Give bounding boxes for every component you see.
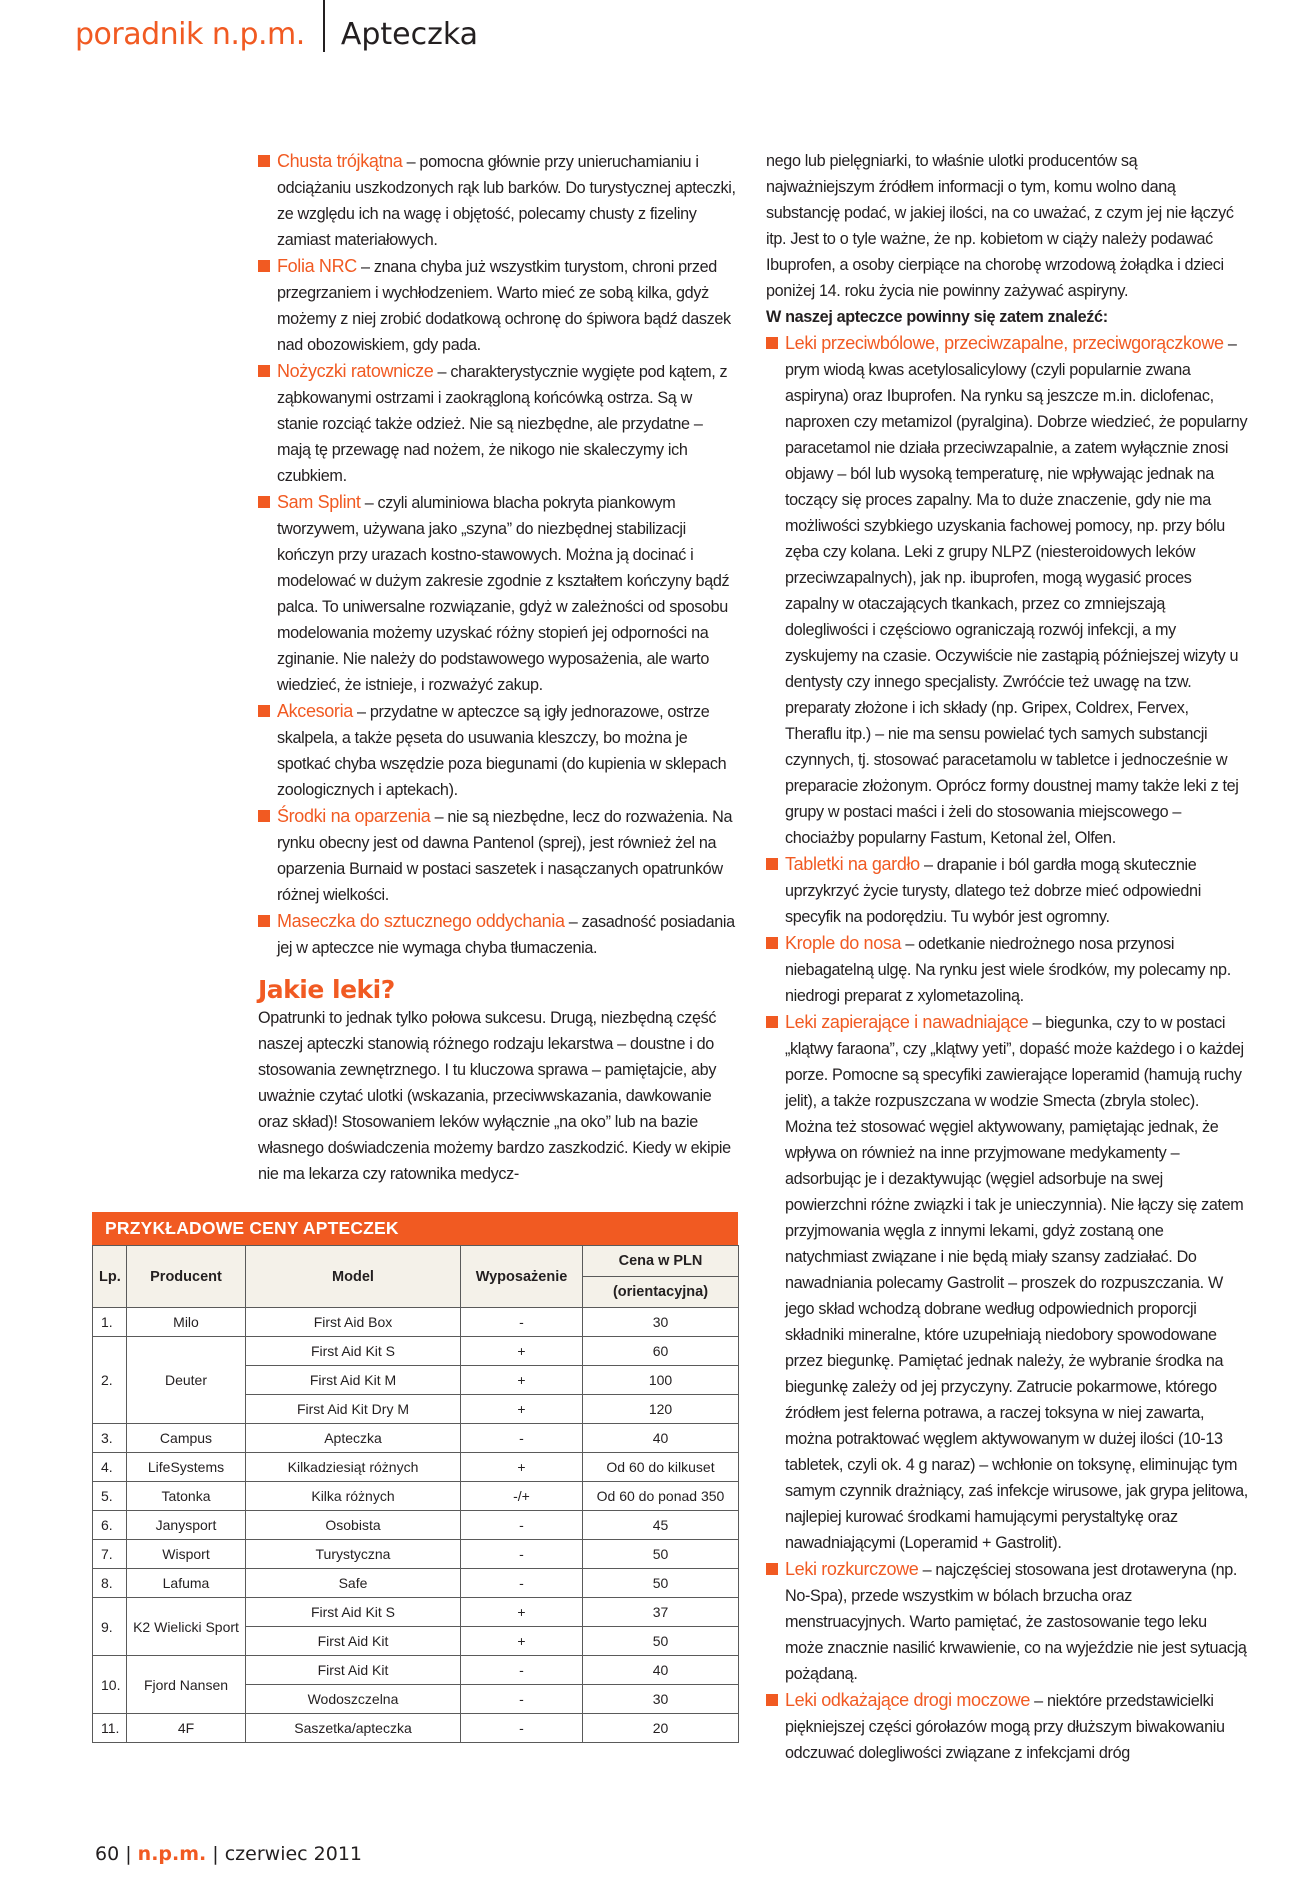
cell-equipment: + xyxy=(461,1366,583,1395)
item-description: – odetkanie niedrożnego nosa przynosi niebagatelną ulgę. Na rynku jest wiele środków, my polecamy np. niedrogi preparat z xylometazoliną. xyxy=(785,935,1231,1005)
square-bullet-icon xyxy=(766,937,778,949)
item-term: Maseczka do sztucznego oddychania xyxy=(277,911,565,931)
header-price: Cena w PLN xyxy=(583,1246,739,1277)
item-description: – przydatne w apteczce są igły jednorazowe, ostrze skalpela, a także pęseta do usuwania kleszczy, bo można je spotkać chyba wszędzie poza biegunami (do kupienia w sklepach zoologicznych i aptekach). xyxy=(277,703,727,799)
square-bullet-icon xyxy=(766,1694,778,1706)
page-footer xyxy=(95,1843,362,1865)
cell-producer: K2 Wielicki Sport xyxy=(127,1598,246,1656)
cell-model: First Aid Kit S xyxy=(246,1337,461,1366)
header-model: Model xyxy=(246,1246,461,1308)
cell-model: First Aid Kit S xyxy=(246,1598,461,1627)
cell-model: Kilka różnych xyxy=(246,1482,461,1511)
section-heading: Jakie leki? xyxy=(258,975,395,1004)
table-row xyxy=(93,1511,739,1540)
item-term: Tabletki na gardło xyxy=(785,854,920,874)
cell-producer: Tatonka xyxy=(127,1482,246,1511)
cell-price: 37 xyxy=(583,1598,739,1627)
item-term: Leki rozkurczowe xyxy=(785,1559,919,1579)
cell-equipment: - xyxy=(461,1656,583,1685)
square-bullet-icon xyxy=(258,810,270,822)
cell-model: Safe xyxy=(246,1569,461,1598)
item-description: – nie są niezbędne, lecz do rozważenia. Na rynku obecny jest od dawna Pantenol (sprej), jest również żel na oparzenia Burnaid w postaci saszetek i nasączanych opatrunków różnej wielkości. xyxy=(277,808,733,904)
square-bullet-icon xyxy=(766,1016,778,1028)
table-row xyxy=(93,1482,739,1511)
cell-equipment: + xyxy=(461,1598,583,1627)
header-producer: Producent xyxy=(127,1246,246,1308)
footer-brand: n.p.m. xyxy=(137,1843,207,1865)
issue-date: czerwiec 2011 xyxy=(224,1843,363,1865)
cell-price: 120 xyxy=(583,1395,739,1424)
cell-lp: 9. xyxy=(93,1598,127,1656)
item-description: – biegunka, czy to w postaci „klątwy faraona”, czy „klątwy yeti”, dopaść może każdego i o każdej porze. Pomocne są specyfiki zawierające loperamid (hamują ruchy jelit), a także rozpuszczana w wodzie Smecta (zbryla stolec). Można też stosować węgiel aktywowany, pamiętając jednak, że wpływa on również na inne przyjmowane medykamenty – adsorbując je i dezaktywując (węgiel adsorbuje na swej powierzchni różne związki i tak je unieczynnia). Nie łączy się zatem przyjmowania węgla z innymi lekami, gdyż zostaną one natychmiast związane i nie będą miały szansy zadziałać. Do nawadniania polecamy Gastrolit – proszek do rozpuszczania. W jego skład wchodzą dobrane według odpowiednich proporcji składniki mineralne, które uzupełniają niedobory spowodowane przez biegunkę. Pamiętać jednak należy, że wybranie środka na biegunkę zależy od jej przyczyny. Zatrucie pokarmowe, którego źródłem jest felerna potrawa, a raczej toksyna w niej zawarta, można potraktować węglem aktywowanym w dużej ilości (10-13 tabletek, czyli ok. 4 g naraz) – wchłonie on toksynę, eliminując tym samym czynnik drażniący, zaś infekcje wirusowe, jak grypa jelitowa, najlepiej kurować środkami hamującymi perystaltykę oraz nawadniającymi (Loperamid + Gastrolit). xyxy=(785,1014,1248,1552)
item-term: Chusta trójkątna xyxy=(277,151,403,171)
page-header xyxy=(75,14,478,54)
item-term: Krople do nosa xyxy=(785,933,902,953)
list-item xyxy=(258,489,736,698)
cell-model: Turystyczna xyxy=(246,1540,461,1569)
item-term: Folia NRC xyxy=(277,256,357,276)
table-row xyxy=(93,1308,739,1337)
table-row xyxy=(93,1540,739,1569)
list-item xyxy=(766,851,1248,930)
list-subheading: W naszej apteczce powinny się zatem znaleźć: xyxy=(766,308,1108,326)
cell-price: 50 xyxy=(583,1569,739,1598)
item-term: Leki odkażające drogi moczowe xyxy=(785,1690,1030,1710)
cell-price: 40 xyxy=(583,1656,739,1685)
cell-price: 40 xyxy=(583,1424,739,1453)
page-title: Apteczka xyxy=(340,16,479,52)
cell-lp: 4. xyxy=(93,1453,127,1482)
square-bullet-icon xyxy=(766,858,778,870)
price-table xyxy=(92,1245,739,1743)
list-item xyxy=(258,908,736,961)
cell-equipment: - xyxy=(461,1308,583,1337)
square-bullet-icon xyxy=(258,915,270,927)
cell-price: 30 xyxy=(583,1685,739,1714)
square-bullet-icon xyxy=(258,155,270,167)
header-lp: Lp. xyxy=(93,1246,127,1308)
list-item xyxy=(258,148,736,253)
item-term: Leki przeciwbólowe, przeciwzapalne, przeciwgorączkowe xyxy=(785,333,1224,353)
left-bullet-list xyxy=(258,148,736,961)
cell-model: Kilkadziesiąt różnych xyxy=(246,1453,461,1482)
item-term: Akcesoria xyxy=(277,701,353,721)
cell-model: First Aid Kit M xyxy=(246,1366,461,1395)
table-row xyxy=(93,1569,739,1598)
table-title: PRZYKŁADOWE CENY APTECZEK xyxy=(92,1212,738,1245)
left-column xyxy=(258,148,736,1187)
cell-equipment: -/+ xyxy=(461,1482,583,1511)
page-number: 60 xyxy=(95,1843,120,1865)
list-item xyxy=(766,930,1248,1009)
cell-model: First Aid Kit xyxy=(246,1656,461,1685)
cell-producer: Janysport xyxy=(127,1511,246,1540)
cell-model: First Aid Kit xyxy=(246,1627,461,1656)
cell-producer: Fjord Nansen xyxy=(127,1656,246,1714)
cell-lp: 10. xyxy=(93,1656,127,1714)
table-row xyxy=(93,1424,739,1453)
table-row xyxy=(93,1337,739,1366)
square-bullet-icon xyxy=(258,365,270,377)
square-bullet-icon xyxy=(766,337,778,349)
cell-lp: 7. xyxy=(93,1540,127,1569)
cell-equipment: - xyxy=(461,1569,583,1598)
cell-price: 30 xyxy=(583,1308,739,1337)
cell-equipment: - xyxy=(461,1511,583,1540)
item-term: Sam Splint xyxy=(277,492,361,512)
cell-lp: 2. xyxy=(93,1337,127,1424)
list-item xyxy=(258,803,736,908)
cell-price: 50 xyxy=(583,1540,739,1569)
table-row xyxy=(93,1598,739,1627)
cell-equipment: - xyxy=(461,1714,583,1743)
cell-producer: Deuter xyxy=(127,1337,246,1424)
cell-equipment: - xyxy=(461,1540,583,1569)
right-bullet-list xyxy=(766,330,1248,1766)
magazine-section-label: poradnik n.p.m. xyxy=(75,16,305,52)
cell-producer: Lafuma xyxy=(127,1569,246,1598)
square-bullet-icon xyxy=(258,496,270,508)
cell-producer: LifeSystems xyxy=(127,1453,246,1482)
list-item xyxy=(766,1556,1248,1687)
body-paragraph: Opatrunki to jednak tylko połowa sukcesu. Drugą, niezbędną część naszej apteczki stanowią różnego rodzaju lekarstwa – doustne i do stosowania zewnętrznego. I tu kluczowa sprawa – pamiętajcie, aby uważnie czytać ulotki (wskazania, przeciwwskazania, dawkowanie oraz skład)! Stosowaniem leków wyłącznie „na oko” lub na bazie własnego doświadczenia możemy bardzo zaszkodzić. Kiedy w ekipie nie ma lekarza czy ratownika medycz- xyxy=(258,1009,731,1183)
cell-equipment: + xyxy=(461,1337,583,1366)
square-bullet-icon xyxy=(258,260,270,272)
item-term: Nożyczki ratownicze xyxy=(277,361,434,381)
footer-separator: | xyxy=(206,1843,225,1865)
list-item xyxy=(766,1009,1248,1556)
cell-equipment: - xyxy=(461,1424,583,1453)
item-description: – znana chyba już wszystkim turystom, chroni przed przegrzaniem i wychłodzeniem. Warto mieć ze sobą kilka, gdyż możemy z niej zrobić dodatkową ochronę do śpiwora bądź daszek nad obozowiskiem, gdy pada. xyxy=(277,258,731,354)
list-item xyxy=(766,330,1248,851)
footer-separator: | xyxy=(119,1843,138,1865)
intro-paragraph: nego lub pielęgniarki, to właśnie ulotki producentów są najważniejszym źródłem informacji o tym, komu wolno daną substancję podać, w jakiej ilości, na co uważać, z czym jej nie łączyć itp. Jest to o tyle ważne, że np. kobietom w ciąży należy podawać Ibuprofen, a osoby cierpiące na chorobę wrzodową żołądka i dzieci poniżej 14. roku życia nie powinny zażywać aspiryny. xyxy=(766,152,1234,300)
cell-lp: 3. xyxy=(93,1424,127,1453)
item-description: – niektóre przedstawicielki piękniejszej części górołazów mogą przy dłuższym biwakowaniu odczuwać dolegliwości związane z infekcjami dróg xyxy=(785,1692,1225,1762)
list-item xyxy=(258,253,736,358)
cell-lp: 1. xyxy=(93,1308,127,1337)
price-table-box xyxy=(92,1212,738,1743)
cell-producer: Campus xyxy=(127,1424,246,1453)
item-description: – zasadność posiadania jej w apteczce nie wymaga chyba tłumaczenia. xyxy=(277,913,735,957)
cell-equipment: + xyxy=(461,1627,583,1656)
cell-equipment: + xyxy=(461,1453,583,1482)
item-description: – czyli aluminiowa blacha pokryta piankowym tworzywem, używana jako „szyna” do niezbędnej stabilizacji kończyn przy urazach kostno-stawowych. Można ją docinać i modelować w dużym zakresie zgodnie z kształtem kończyny bądź palca. To uniwersalne rozwiązanie, gdyż w zależności od sposobu modelowania możemy uzyskać różny stopień jej odporności na zginanie. Nie należy do podstawowego wyposażenia, ale warto wiedzieć, że istnieje, i rozważyć zakup. xyxy=(277,494,730,694)
cell-price: 60 xyxy=(583,1337,739,1366)
cell-price: 100 xyxy=(583,1366,739,1395)
cell-model: Apteczka xyxy=(246,1424,461,1453)
cell-price: 45 xyxy=(583,1511,739,1540)
item-description: – prym wiodą kwas acetylosalicylowy (czyli popularnie zwana aspiryna) oraz Ibuprofen. Na rynku są jeszcze m.in. diclofenac, naproxen czy metamizol (pyralgina). Dobrze wiedzieć, że popularny paracetamol nie działa przeciwzapalnie, a zatem wyłącznie znosi objawy – ból lub wysoką temperaturę, nie wpływając jednak na toczący się proces zapalny. Ma to duże znaczenie, gdy nie ma możliwości szybkiego uzyskania fachowej pomocy, np. przy bólu zęba czy kolana. Leki z grupy NLPZ (niesteroidowych leków przeciwzapalnych), jak np. ibuprofen, mogą wygasić proces zapalny w otaczających tkankach, przez co zmniejszają dolegliwości i częściowo ograniczają rozwój infekcji, a my zyskujemy na czasie. Oczywiście nie zastąpią późniejszej wizyty u dentysty czy innego specjalisty. Zwróćcie też uwagę na tzw. preparaty złożone i ich składy (np. Gripex, Coldrex, Fervex, Theraflu itp.) – nie ma sensu powielać tych samych substancji czynnych, tj. stosować paracetamolu w tabletce i jednocześnie w preparacie złożonym. Oprócz formy doustnej mamy także leki z tej grupy w postaci maści i żeli do stosowania miejscowego – chociażby popularny Fastum, Ketonal żel, Olfen. xyxy=(785,335,1248,847)
square-bullet-icon xyxy=(766,1563,778,1575)
cell-model: First Aid Box xyxy=(246,1308,461,1337)
cell-price: Od 60 do ponad 350 xyxy=(583,1482,739,1511)
list-item xyxy=(258,698,736,803)
item-description: – najczęściej stosowana jest drotaweryna (np. No-Spa), przede wszystkim w bólach brzucha oraz menstruacyjnych. Warto pamiętać, że zastosowanie tego leku może znacznie nasilić krwawienie, co na wyjeździe nie jest sytuacją pożądaną. xyxy=(785,1561,1247,1683)
cell-model: Saszetka/apteczka xyxy=(246,1714,461,1743)
cell-model: Wodoszczelna xyxy=(246,1685,461,1714)
cell-lp: 8. xyxy=(93,1569,127,1598)
cell-lp: 5. xyxy=(93,1482,127,1511)
list-item xyxy=(258,358,736,489)
cell-equipment: - xyxy=(461,1685,583,1714)
item-description: – pomocna głównie przy unieruchamianiu i odciążaniu uszkodzonych rąk lub barków. Do turystycznej apteczki, ze względu ich na wagę i objętość, polecamy chusty z fizeliny zamiast materiałowych. xyxy=(277,153,736,249)
item-term: Leki zapierające i nawadniające xyxy=(785,1012,1029,1032)
table-row xyxy=(93,1453,739,1482)
cell-price: 20 xyxy=(583,1714,739,1743)
cell-model: Osobista xyxy=(246,1511,461,1540)
table-row xyxy=(93,1656,739,1685)
cell-producer: Milo xyxy=(127,1308,246,1337)
item-description: – drapanie i ból gardła mogą skutecznie uprzykrzyć życie turysty, dlatego też dobrze mieć odpowiedni specyfik na podorędziu. Tu wybór jest ogromny. xyxy=(785,856,1201,926)
cell-lp: 6. xyxy=(93,1511,127,1540)
cell-lp: 11. xyxy=(93,1714,127,1743)
header-divider xyxy=(323,0,325,52)
item-description: – charakterystycznie wygięte pod kątem, z ząbkowanymi ostrzami i zaokrągloną końcówką ostrza. Są w stanie rozciąć także odzież. Nie są niezbędne, ale przydatne – mają tę przewagę nad nożem, że nikogo nie skaleczymy ich czubkiem. xyxy=(277,363,728,485)
cell-equipment: + xyxy=(461,1395,583,1424)
square-bullet-icon xyxy=(258,705,270,717)
cell-model: First Aid Kit Dry M xyxy=(246,1395,461,1424)
right-column xyxy=(766,148,1248,1766)
header-price-note: (orientacyjna) xyxy=(583,1277,739,1308)
cell-price: 50 xyxy=(583,1627,739,1656)
table-row xyxy=(93,1714,739,1743)
cell-producer: Wisport xyxy=(127,1540,246,1569)
list-item xyxy=(766,1687,1248,1766)
item-term: Środki na oparzenia xyxy=(277,806,431,826)
cell-price: Od 60 do kilkuset xyxy=(583,1453,739,1482)
header-equipment: Wyposażenie xyxy=(461,1246,583,1308)
cell-producer: 4F xyxy=(127,1714,246,1743)
